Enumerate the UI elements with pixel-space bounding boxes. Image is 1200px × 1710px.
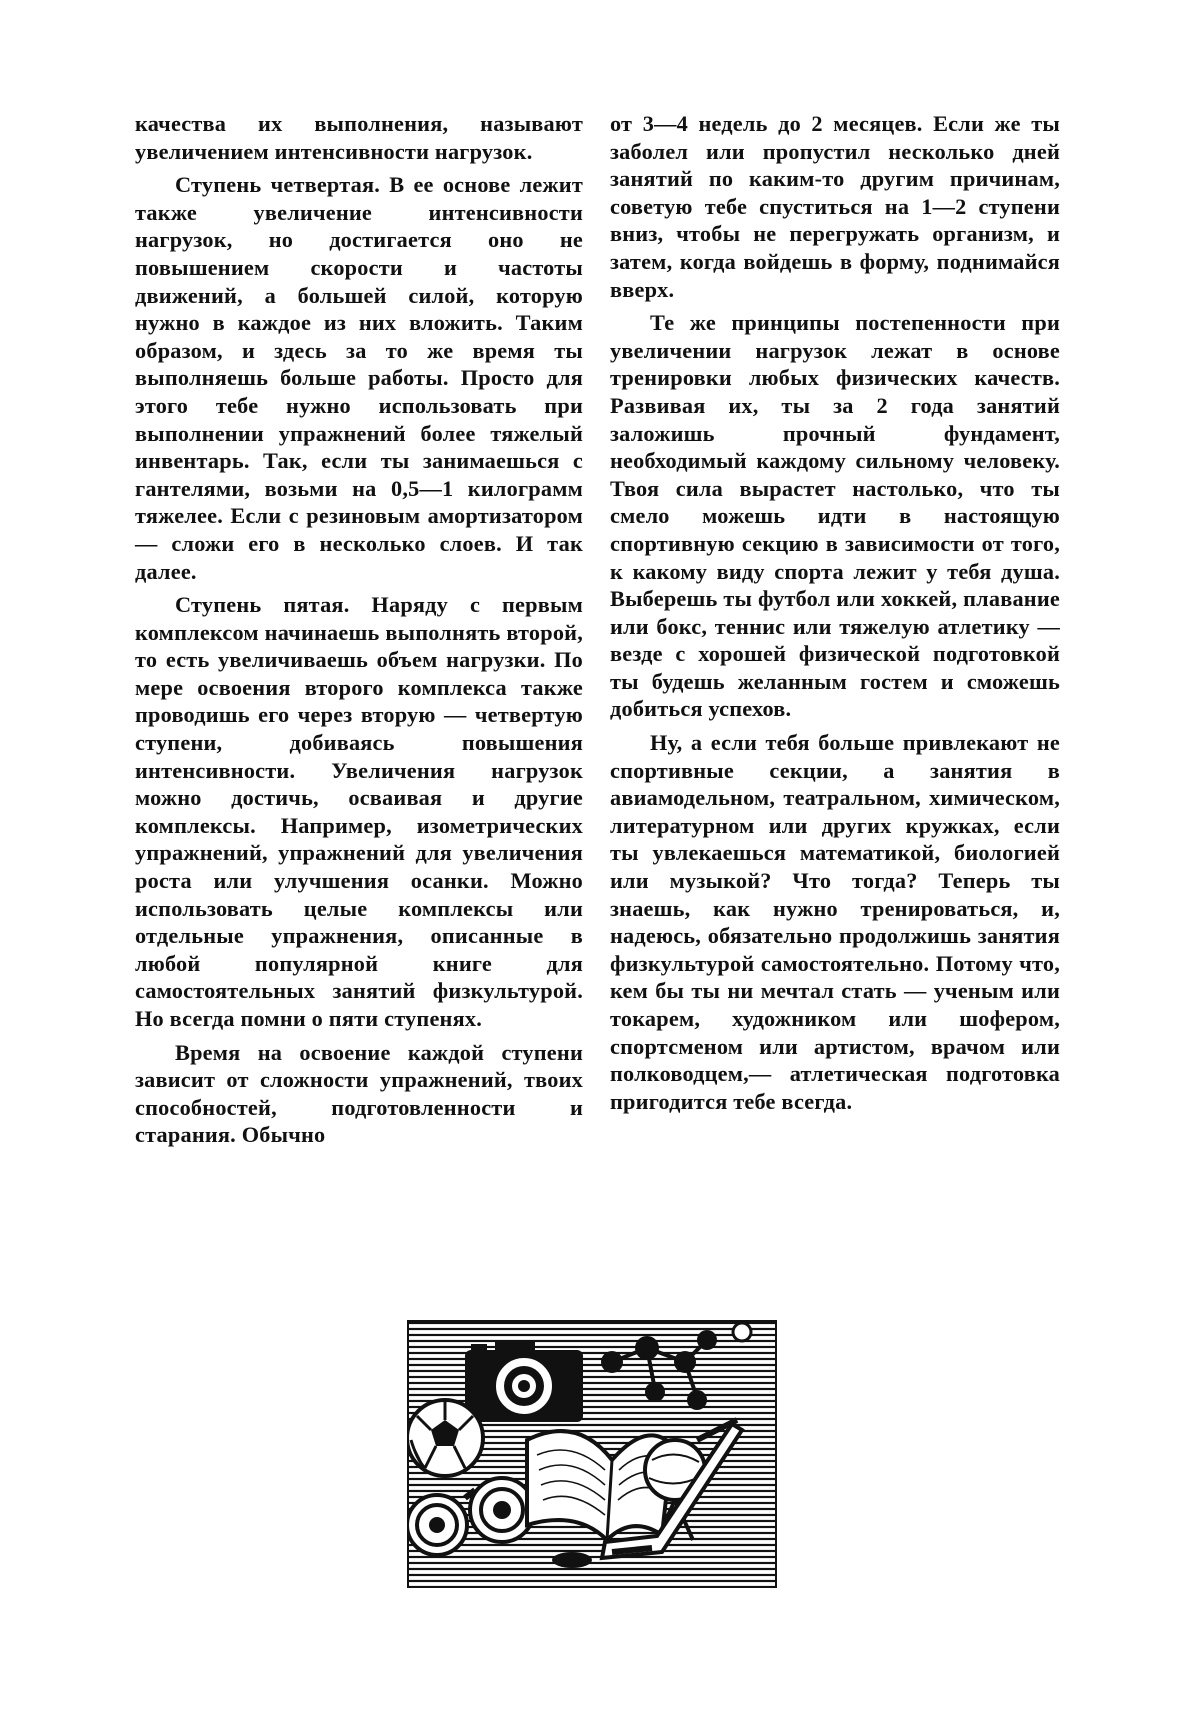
soccer-ball-icon — [407, 1400, 483, 1476]
paragraph: Ступень пятая. Наряду с первым комплексом начинаешь выполнять второй, то есть увеличиваешь объем нагрузки. По мере освоения второго комплекса также проводишь его через вторую — четвертую ступени, добиваясь повышения интенсивности. Увеличения нагрузок можно достичь, осваивая и другие комплексы. Например, изометрических упражнений, упражнений для увеличения роста или улучшения осанки. Можно использовать целые комплексы или отдельные упражнения, описанные в любой популярной книге для самостоятельных занятий физкультурой. Но всегда помни о пяти ступенях. — [135, 592, 583, 1031]
paragraph: Время на освоение каждой ступени зависит от сложности упражнений, твоих способностей, подготовленности и старания. Обычно — [135, 1039, 583, 1148]
text-column-right — [610, 110, 1060, 1115]
text-column-left — [135, 110, 583, 1149]
hobbies-illustration — [407, 1320, 777, 1588]
camera-icon — [465, 1342, 583, 1422]
paragraph: от 3—4 недель до 2 месяцев. Если же ты заболел или пропустил несколько дней занятий по каким-то другим причинам, советую тебе спуститься на 1—2 ступени вниз, чтобы не перегружать организм, и затем, когда войдешь в форму, поднимайся вверх. — [610, 111, 1060, 302]
paragraph: Ну, а если тебя больше привлекают не спортивные секции, а занятия в авиамодельном, театральном, химическом, литературном или других кружках, если ты увлекаешься математикой, биологией или музыкой? Что тогда? Теперь ты знаешь, как нужно тренироваться, и, надеюсь, обязательно продолжишь занятия физкультурой самостоятельно. Потому что, кем бы ты ни мечтал стать — ученым или токарем, художником или шофером, спортсменом или артистом, врачом или полководцем,— атлетическая подготовка пригодится тебе всегда. — [610, 730, 1060, 1114]
paragraph: Ступень четвертая. В ее основе лежит также увеличение интенсивности нагрузок, но достигается оно не повышением скорости и частоты движений, а большей силой, которую нужно в каждое из них вложить. Таким образом, и здесь за то же время ты выполняешь больше работы. Просто для этого тебе нужно использовать при выполнении упражнений более тяжелый инвентарь. Так, если ты занимаешься с гантелями, возьми на 0,5—1 килограмм тяжелее. Если с резиновым амортизатором — сложи его в несколько слоев. И так далее. — [135, 172, 583, 584]
paragraph: Те же принципы постепенности при увеличении нагрузок лежат в основе тренировки любых физических качеств. Развивая их, ты за 2 года занятий заложишь прочный фундамент, необходимый каждому сильному человеку. Твоя сила вырастет настолько, что ты смело можешь идти в настоящую спортивную секцию в зависимости от того, к какому виду спорта лежит у тебя душа. Выберешь ты футбол или хоккей, плавание или бокс, теннис или тяжелую атлетику — везде с хорошей физической подготовкой ты будешь желанным гостем и сможешь добиться успехов. — [610, 310, 1060, 722]
paragraph: качества их выполнения, называют увеличением интенсивности нагрузок. — [135, 111, 583, 164]
